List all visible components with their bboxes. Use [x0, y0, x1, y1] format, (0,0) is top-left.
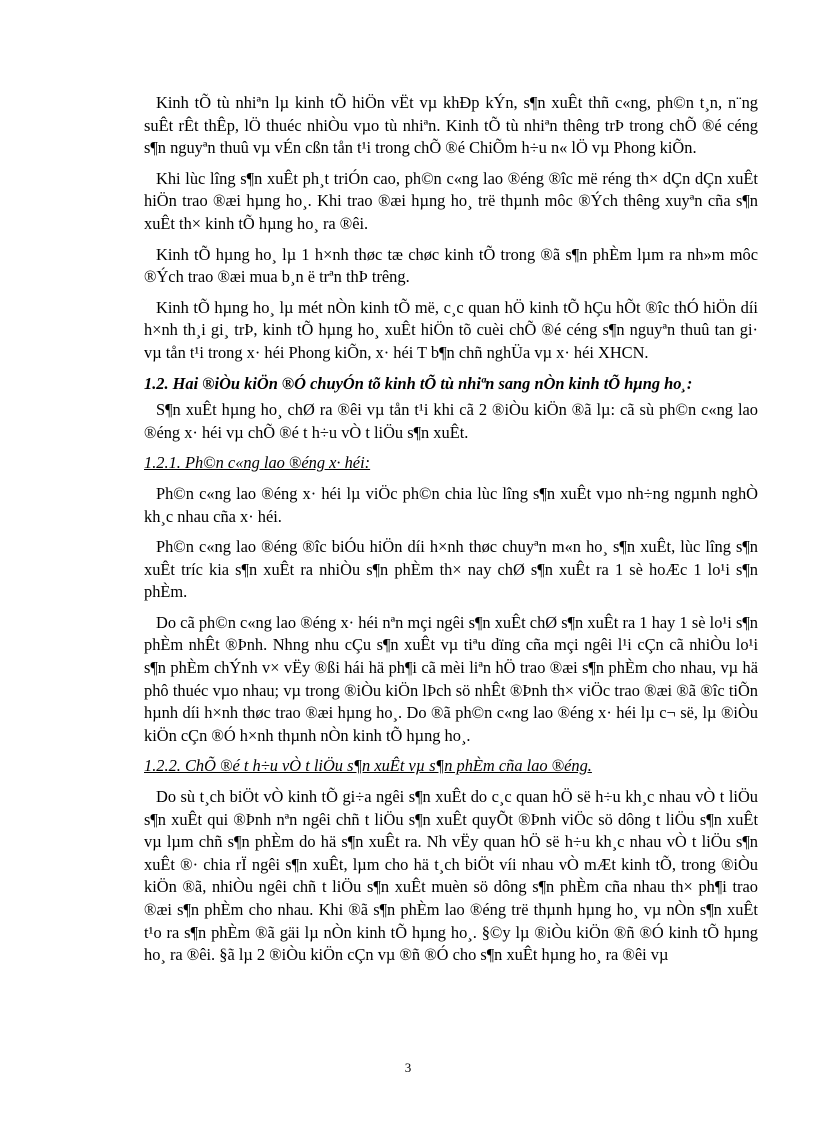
paragraph-specialization: Ph©n c«ng lao ®éng ®îc biÓu hiÖn díi h×nh thøc chuyªn m«n ho¸ s¶n xuÊt, lùc lîng s¶n xuÊt tríc kia s¶n xuÊt ra nhiÒu s¶n phÈm th× nay chØ s¶n xuÊt ra 1 sè hoÆc 1 lo¹i s¶n phÈm. — [144, 537, 758, 602]
page-body — [144, 92, 758, 975]
page-number: 3 — [404, 1060, 412, 1075]
subsection-heading-1-2-1: 1.2.1. Ph©n c«ng lao ®éng x· héi: — [144, 453, 371, 473]
paragraph-exchange-necessity: Do cã ph©n c«ng lao ®éng x· héi nªn mçi ngêi s¶n xuÊt chØ s¶n xuÊt ra 1 hay 1 sè lo¹i s¶n phÈm nhÊt ®Þnh. Nhng nhu cÇu s¶n xuÊt vµ tiªu dïng cña mçi ngêi l¹i cÇn cã nhiÒu lo¹i s¶n phÈm chÝnh v× vËy ®ßi hái hä ph¶i cã mèi liªn hÖ trao ®æi s¶n phÈm cho nhau, vµ hä phô thuéc vµo nhau; vµ trong ®iÒu kiÖn lÞch sö nhÊt ®Þnh th× viÖc trao ®æi ®ã ®îc tiÕn hµnh díi h×nh thøc trao ®æi hµng ho¸. Do ®ã ph©n c«ng lao ®éng x· héi lµ c¬ së, lµ ®iÒu kiÖn cÇn ®Ó h×nh thµnh nÒn kinh tÕ hµng ho¸. — [144, 612, 758, 745]
paragraph-commodity-economy-definition: Kinh tÕ hµng ho¸ lµ 1 h×nh thøc tæ chøc kinh tÕ trong ®ã s¶n phÈm lµm ra nh»m môc ®Ých trao ®æi mua b¸n ë trªn thÞ trêng. — [144, 244, 758, 287]
paragraph-open-economy: Kinh tÕ hµng ho¸ lµ mét nÒn kinh tÕ më, c¸c quan hÖ kinh tÕ hÇu hÕt ®îc thÓ hiÖn díi h×nh th¸i gi¸ trÞ, kinh tÕ hµng ho¸ xuÊt hiÖn tõ cuèi chÕ ®é céng s¶n nguyªn thuû tan gi· vµ tån t¹i trong x· héi Phong kiÕn, x· héi T b¶n chñ nghÜa vµ x· héi XHCN. — [144, 297, 758, 362]
section-heading-1-2: 1.2. Hai ®iÒu kiÖn ®Ó chuyÓn tõ kinh tÕ tù nhiªn sang nÒn kinh tÕ hµng ho¸: — [144, 373, 693, 393]
subsection-heading-1-2-2: 1.2.2. ChÕ ®é t h÷u vÒ t liÖu s¶n xuÊt vµ s¶n phÈm cña lao ®éng. — [144, 756, 592, 776]
paragraph-private-ownership: Do sù t¸ch biÖt vÒ kinh tÕ gi÷a ngêi s¶n xuÊt do c¸c quan hÖ së h÷u kh¸c nhau vÒ t liÖu s¶n xuÊt qui ®Þnh nªn ngêi chñ t liÖu s¶n xuÊt quyÕt ®Þnh viÖc sö dông t liÖu s¶n xuÊt vµ lµm chñ s¶n phÈm do hä s¶n xuÊt ra. Nh vËy quan hÖ së h÷u kh¸c nhau vÒ t liÖu s¶n xuÊt ®· chia rÏ ngêi s¶n xuÊt, lµm cho hä t¸ch biÖt víi nhau vÒ mÆt kinh tÕ, trong ®iÒu kiÖn ®ã, nhiÒu ngêi chñ t liÖu s¶n xuÊt muèn sö dông s¶n phÈm cña nhau th× ph¶i trao ®æi s¶n phÈm cho nhau. Khi ®ã s¶n phÈm lao ®éng trë thµnh hµng ho¸ vµ nÒn s¶n xuÊt t¹o ra s¶n phÈm ®ã gäi lµ nÒn kinh tÕ hµng ho¸. §©y lµ ®iÒu kiÖn ®ñ ®Ó kinh tÕ hµng ho¸ ra ®êi. §ã lµ 2 ®iÒu kiÖn cÇn vµ ®ñ ®Ó cho s¶n xuÊt hµng ho¸ ra ®êi vµ — [144, 787, 758, 965]
paragraph-two-conditions: S¶n xuÊt hµng ho¸ chØ ra ®êi vµ tån t¹i khi cã 2 ®iÒu kiÖn ®ã lµ: cã sù ph©n c«ng lao ®éng x· héi vµ chÕ ®é t h÷u vÒ t liÖu s¶n xuÊt. — [144, 400, 758, 442]
paragraph-labor-division-definition: Ph©n c«ng lao ®éng x· héi lµ viÖc ph©n chia lùc lîng s¶n xuÊt vµo nh÷ng ngµnh nghÒ kh¸c nhau cña x· héi. — [144, 483, 758, 526]
paragraph-natural-economy: Kinh tÕ tù nhiªn lµ kinh tÕ hiÖn vËt vµ khÐp kÝn, s¶n xuÊt thñ c«ng, ph©n t¸n, n¨ng suÊt rÊt thÊp, lÖ thuéc nhiÒu vµo tù nhiªn. Kinh tÕ tù nhiªn thêng trÞ trong chÕ ®é céng s¶n nguyªn thuû vµ vÉn cßn tån t¹i trong chÕ ®é ChiÕm h÷u n« lÖ vµ Phong kiÕn. — [144, 93, 758, 158]
paragraph-division-of-labor: Khi lùc lîng s¶n xuÊt ph¸t triÓn cao, ph©n c«ng lao ®éng ®îc më réng th× dÇn dÇn xuÊt hiÖn trao ®æi hµng ho¸. Khi trao ®æi hµng ho¸ trë thµnh môc ®Ých thêng xuyªn cña s¶n xuÊt th× kinh tÕ hµng ho¸ ra ®êi. — [144, 168, 758, 233]
